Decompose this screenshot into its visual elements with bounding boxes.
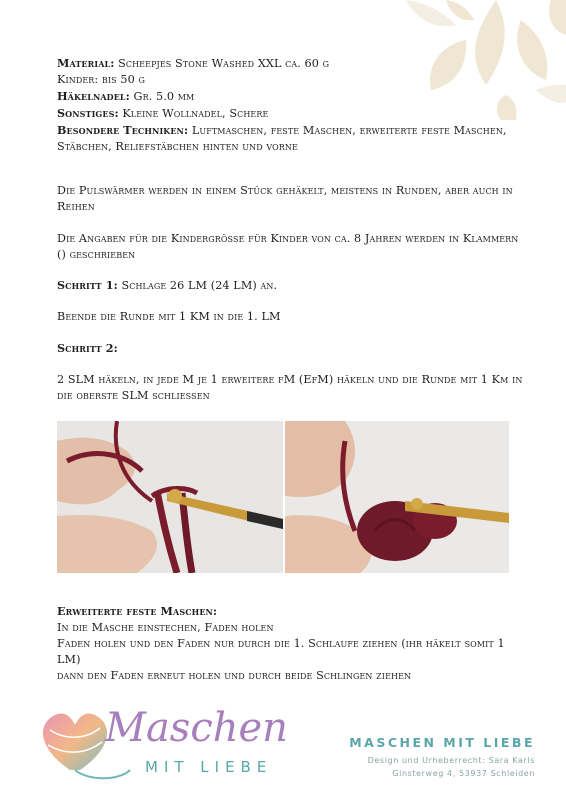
- step2-text: 2 SLM häkeln, in jede M je 1 erweitere fM (EfM) häkeln und die Runde mit 1 Km in die oberste SLM schliessen: [57, 373, 523, 402]
- footer-copyright: Design und Urheberrecht: Sara Karls: [367, 756, 535, 765]
- step2-label: Schritt 2:: [57, 341, 118, 355]
- intro-section: [57, 183, 527, 263]
- step1-close: Beende die Runde mit 1 KM in die 1. LM: [57, 310, 281, 323]
- material-value: Scheepjes Stone Washed XXL ca. 60 g: [118, 57, 330, 70]
- step1-label: Schritt 1:: [57, 278, 118, 292]
- misc-value: Kleine Wollnadel, Schere: [122, 107, 269, 120]
- logo-word-mit-liebe: MIT LIEBE: [145, 758, 273, 776]
- materials-section: [57, 55, 527, 155]
- techniques-line: [57, 122, 527, 155]
- techniques-value: Luftmaschen, feste Maschen, erweiterte feste Maschen, Stäbchen, Reliefstäbchen hinten und vorne: [57, 124, 507, 153]
- kinder-line: Kinder: bis 50 g: [57, 73, 145, 86]
- material-label: Material:: [57, 56, 115, 70]
- techniques-label: Besondere Techniken:: [57, 123, 189, 137]
- footer-address: Ginsterweg 4, 53937 Schleiden: [392, 769, 535, 778]
- step1-text: Schlage 26 LM (24 LM) an.: [121, 279, 278, 292]
- hook-line: [57, 88, 527, 105]
- steps-section: [57, 277, 527, 404]
- crochet-photo-2: [285, 421, 509, 573]
- logo-word-maschen: Maschen: [105, 705, 288, 751]
- extended-heading: [57, 603, 527, 620]
- material-line: [57, 55, 527, 72]
- hook-value: Gr. 5.0 mm: [133, 90, 195, 103]
- extended-line-2: Faden holen und den Faden nur durch die 1. Schlaufe ziehen (ihr häkelt somit 1 LM): [57, 637, 505, 666]
- extended-line-3: dann den Faden erneut holen und durch beide Schlingen ziehen: [57, 669, 412, 682]
- step1-line: [57, 277, 527, 294]
- crochet-photo-1: [57, 421, 283, 573]
- extended-line-1: In die Masche einstechen, Faden holen: [57, 621, 274, 634]
- misc-label: Sonstiges:: [57, 106, 119, 120]
- intro-paragraph-1: Die Pulswärmer werden in einem Stück gehäkelt, meistens in Runden, aber auch in Reihen: [57, 184, 513, 213]
- intro-paragraph-2: Die Angaben für die Kindergrösse für Kinder von ca. 8 Jahren werden in Klammern () geschrieben: [57, 232, 519, 261]
- brand-logo: [30, 700, 320, 795]
- extended-section: [57, 603, 527, 684]
- footer-info: [330, 735, 535, 780]
- misc-line: [57, 105, 527, 122]
- footer-brand: MASCHEN MIT LIEBE: [349, 735, 535, 750]
- step2-heading: [57, 340, 527, 357]
- hook-label: Häkelnadel:: [57, 89, 130, 103]
- extended-heading-text: Erweiterte feste Maschen:: [57, 604, 218, 618]
